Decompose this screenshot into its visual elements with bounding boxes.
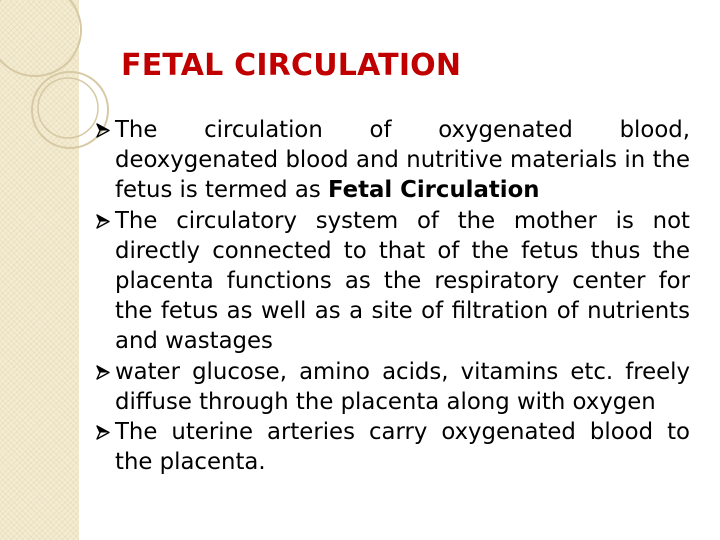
bullet-list [96, 115, 690, 477]
bullet-text: The circulatory system of the mother is not directly connected to that of the fetus thus the placenta functions as the respiratory center for the fetus as well as a site of filtration of nutrients and wastages [115, 207, 690, 355]
arrowhead-bullet-icon [96, 357, 110, 380]
bullet-item [96, 206, 690, 357]
bullet-item [96, 417, 690, 477]
arrowhead-bullet-icon [96, 206, 110, 229]
bullet-item [96, 115, 690, 206]
arrowhead-bullet-icon [96, 115, 110, 138]
bullet-text: The circulation of oxygenated blood, deoxygenated blood and nutritive materials in the fetus is termed as [115, 117, 690, 204]
arrowhead-bullet-icon [96, 417, 110, 440]
bullet-item [96, 357, 690, 417]
bullet-bold-term: Fetal Circulation [328, 177, 540, 204]
bullet-text: The uterine arteries carry oxygenated blood to the placenta. [115, 419, 690, 476]
slide-title: FETAL CIRCULATION [121, 48, 462, 83]
bullet-text: water glucose, amino acids, vitamins etc. freely diffuse through the placenta along with oxygen [115, 358, 690, 415]
